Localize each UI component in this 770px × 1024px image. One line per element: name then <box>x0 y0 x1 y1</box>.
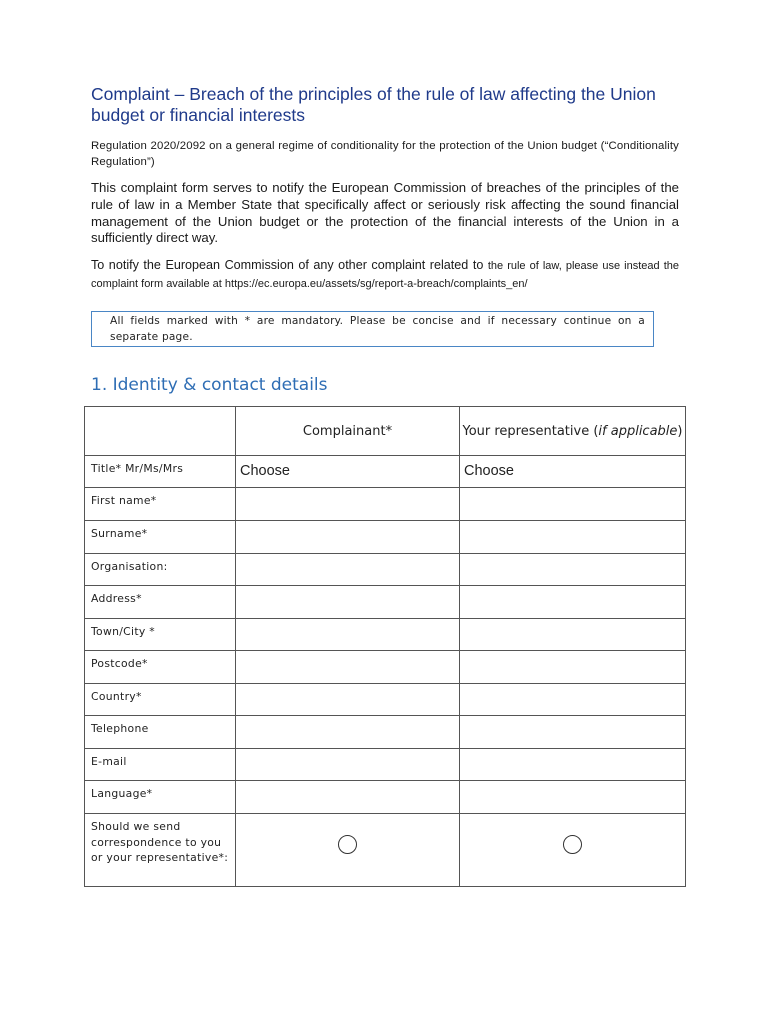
row-label-address: Address* <box>85 586 236 619</box>
table-row <box>85 716 686 749</box>
table-row <box>85 814 686 887</box>
intro-paragraph: This complaint form serves to notify the European Commission of breaches of the principles of the rule of law in a Member State that specifically affect or seriously risk affecting the sound financial management of the Union budget or the protection of the financial interests of the Union in a sufficiently direct way. <box>91 180 679 246</box>
complainant-surname-field[interactable] <box>236 521 460 554</box>
representative-first-name-field[interactable] <box>460 488 686 521</box>
representative-surname-field[interactable] <box>460 521 686 554</box>
table-header-row <box>85 407 686 456</box>
mandatory-fields-notice: All fields marked with * are mandatory. Please be concise and if necessary continue on a separate page. <box>91 311 654 347</box>
complainant-country-field[interactable] <box>236 684 460 716</box>
table-row <box>85 651 686 684</box>
header-empty-cell <box>85 407 236 456</box>
complainant-email-field[interactable] <box>236 749 460 781</box>
row-label-country: Country* <box>85 684 236 716</box>
representative-country-field[interactable] <box>460 684 686 716</box>
table-row <box>85 521 686 554</box>
notify-main-text: To notify the European Commission of any other complaint related to <box>91 258 484 273</box>
row-label-postcode: Postcode* <box>85 651 236 684</box>
complainant-correspondence-cell <box>236 814 460 887</box>
complainant-town-field[interactable] <box>236 619 460 651</box>
table-row <box>85 619 686 651</box>
column-header-complainant: Complainant* <box>236 407 460 456</box>
page-title: Complaint – Breach of the principles of the rule of law affecting the Union budget or financial interests <box>91 84 656 125</box>
section-heading-identity: 1. Identity & contact details <box>91 375 328 395</box>
representative-town-field[interactable] <box>460 619 686 651</box>
table-row <box>85 684 686 716</box>
row-label-telephone: Telephone <box>85 716 236 749</box>
rep-header-suffix: ) <box>677 423 683 439</box>
row-label-organisation: Organisation: <box>85 554 236 586</box>
row-label-surname: Surname* <box>85 521 236 554</box>
complainant-address-field[interactable] <box>236 586 460 619</box>
column-header-representative <box>460 407 686 456</box>
representative-email-field[interactable] <box>460 749 686 781</box>
complainant-title-select[interactable]: Choose <box>236 456 460 488</box>
rep-header-prefix: Your representative ( <box>462 423 599 439</box>
representative-telephone-field[interactable] <box>460 716 686 749</box>
representative-title-select[interactable]: Choose <box>460 456 686 488</box>
table-row <box>85 488 686 521</box>
form-header <box>91 84 679 292</box>
representative-organisation-field[interactable] <box>460 554 686 586</box>
row-label-correspondence: Should we send correspondence to you or your representative*: <box>85 814 236 887</box>
representative-correspondence-radio[interactable] <box>563 835 582 854</box>
complainant-postcode-field[interactable] <box>236 651 460 684</box>
complainant-first-name-field[interactable] <box>236 488 460 521</box>
representative-language-field[interactable] <box>460 781 686 814</box>
table-row <box>85 781 686 814</box>
complainant-correspondence-radio[interactable] <box>338 835 357 854</box>
row-label-language: Language* <box>85 781 236 814</box>
representative-correspondence-cell <box>460 814 686 887</box>
table-row <box>85 586 686 619</box>
row-label-email: E-mail <box>85 749 236 781</box>
complainant-language-field[interactable] <box>236 781 460 814</box>
table-row <box>85 554 686 586</box>
row-label-title: Title* Mr/Ms/Mrs <box>85 456 236 488</box>
regulation-text: Regulation 2020/2092 on a general regime of conditionality for the protection of the Union budget (“Conditionality Regulation”) <box>91 140 679 168</box>
rep-header-italic: if applicable <box>598 423 678 439</box>
identity-contact-table <box>84 406 686 887</box>
notify-link-text: the rule of law, please use instead the complaint form available at https://ec.europa.eu/assets/sg/report-a-breach/complaints_en/ <box>91 260 679 290</box>
row-label-town: Town/City * <box>85 619 236 651</box>
notify-paragraph <box>91 257 679 292</box>
row-label-first-name: First name* <box>85 488 236 521</box>
complainant-organisation-field[interactable] <box>236 554 460 586</box>
representative-postcode-field[interactable] <box>460 651 686 684</box>
representative-address-field[interactable] <box>460 586 686 619</box>
table-row <box>85 456 686 488</box>
table-row <box>85 749 686 781</box>
complainant-telephone-field[interactable] <box>236 716 460 749</box>
